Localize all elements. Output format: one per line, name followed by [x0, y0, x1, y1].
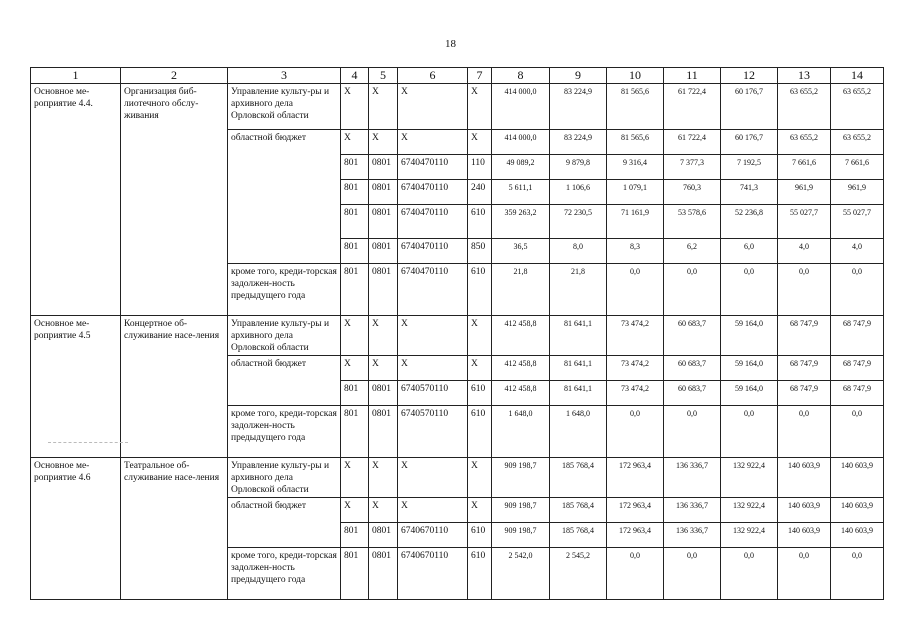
code-gr: X: [341, 316, 369, 356]
code-target: 6740470110: [398, 180, 468, 205]
value-cell: 140 603,9: [778, 523, 831, 548]
code-target: X: [398, 498, 468, 523]
code-section: 0801: [369, 205, 398, 239]
page-number: 18: [445, 38, 456, 50]
value-cell: 0,0: [607, 406, 664, 458]
value-cell: 136 336,7: [664, 523, 721, 548]
code-gr: 801: [341, 205, 369, 239]
value-cell: 36,5: [492, 239, 550, 264]
value-cell: 4,0: [831, 239, 884, 264]
value-cell: 414 000,0: [492, 130, 550, 155]
value-cell: 909 198,7: [492, 498, 550, 523]
table-row: [31, 458, 884, 498]
col-header: 12: [721, 68, 778, 84]
value-cell: 8,3: [607, 239, 664, 264]
value-cell: 68 747,9: [778, 356, 831, 381]
value-cell: 60 683,7: [664, 316, 721, 356]
value-cell: 81 641,1: [550, 381, 607, 406]
value-cell: 68 747,9: [831, 381, 884, 406]
value-cell: 0,0: [664, 264, 721, 316]
code-section: X: [369, 498, 398, 523]
value-cell: 132 922,4: [721, 498, 778, 523]
code-type: 850: [468, 239, 492, 264]
col-header: 9: [550, 68, 607, 84]
scan-artifact-line: [48, 442, 128, 444]
value-cell: 52 236,8: [721, 205, 778, 239]
value-cell: 6,0: [721, 239, 778, 264]
value-cell: 0,0: [664, 406, 721, 458]
value-cell: 72 230,5: [550, 205, 607, 239]
value-cell: 7 661,6: [831, 155, 884, 180]
code-gr: 801: [341, 406, 369, 458]
value-cell: 55 027,7: [831, 205, 884, 239]
code-type: X: [468, 458, 492, 498]
code-type: 610: [468, 406, 492, 458]
value-cell: 909 198,7: [492, 458, 550, 498]
value-cell: 961,9: [831, 180, 884, 205]
value-cell: 63 655,2: [778, 130, 831, 155]
code-target: 6740670110: [398, 548, 468, 600]
col-header: 11: [664, 68, 721, 84]
value-cell: 1 648,0: [492, 406, 550, 458]
value-cell: 961,9: [778, 180, 831, 205]
value-cell: 172 963,4: [607, 523, 664, 548]
value-cell: 7 377,3: [664, 155, 721, 180]
value-cell: 0,0: [778, 406, 831, 458]
col-header: 10: [607, 68, 664, 84]
value-cell: 9 879,8: [550, 155, 607, 180]
value-cell: 0,0: [831, 548, 884, 600]
code-gr: 801: [341, 180, 369, 205]
value-cell: 412 458,8: [492, 316, 550, 356]
code-target: X: [398, 356, 468, 381]
value-cell: 9 316,4: [607, 155, 664, 180]
value-cell: 0,0: [607, 548, 664, 600]
code-target: 6740570110: [398, 381, 468, 406]
value-cell: 132 922,4: [721, 458, 778, 498]
value-cell: 760,3: [664, 180, 721, 205]
code-type: X: [468, 130, 492, 155]
code-target: 6740670110: [398, 523, 468, 548]
measure-org: Концертное об-служивание насе-ления: [121, 316, 228, 458]
code-type: X: [468, 84, 492, 130]
code-gr: 801: [341, 381, 369, 406]
col-header: 14: [831, 68, 884, 84]
value-cell: 4,0: [778, 239, 831, 264]
table-row: [31, 84, 884, 130]
value-cell: 21,8: [550, 264, 607, 316]
value-cell: 8,0: [550, 239, 607, 264]
code-gr: 801: [341, 239, 369, 264]
value-cell: 140 603,9: [778, 498, 831, 523]
code-section: X: [369, 316, 398, 356]
value-cell: 83 224,9: [550, 84, 607, 130]
value-cell: 1 079,1: [607, 180, 664, 205]
value-cell: 83 224,9: [550, 130, 607, 155]
header-row: [31, 68, 884, 84]
code-target: 6740470110: [398, 264, 468, 316]
code-section: 0801: [369, 523, 398, 548]
value-cell: 185 768,4: [550, 523, 607, 548]
value-cell: 414 000,0: [492, 84, 550, 130]
code-section: 0801: [369, 406, 398, 458]
code-gr: X: [341, 84, 369, 130]
value-cell: 909 198,7: [492, 523, 550, 548]
row-label: кроме того, креди-торская задолжен-ность предыдущего года: [228, 406, 341, 458]
value-cell: 73 474,2: [607, 381, 664, 406]
code-type: 610: [468, 205, 492, 239]
col-header: 8: [492, 68, 550, 84]
value-cell: 81 641,1: [550, 316, 607, 356]
value-cell: 0,0: [721, 406, 778, 458]
value-cell: 81 641,1: [550, 356, 607, 381]
code-target: 6740470110: [398, 205, 468, 239]
code-section: 0801: [369, 239, 398, 264]
col-header: 3: [228, 68, 341, 84]
budget-table: [30, 67, 884, 600]
code-section: X: [369, 458, 398, 498]
col-header: 5: [369, 68, 398, 84]
value-cell: 73 474,2: [607, 316, 664, 356]
code-type: X: [468, 316, 492, 356]
value-cell: 59 164,0: [721, 316, 778, 356]
value-cell: 6,2: [664, 239, 721, 264]
code-section: 0801: [369, 548, 398, 600]
code-target: 6740470110: [398, 239, 468, 264]
value-cell: 0,0: [721, 548, 778, 600]
value-cell: 68 747,9: [831, 356, 884, 381]
value-cell: 136 336,7: [664, 458, 721, 498]
table-body: [31, 68, 884, 600]
code-section: 0801: [369, 264, 398, 316]
code-section: X: [369, 356, 398, 381]
value-cell: 2 545,2: [550, 548, 607, 600]
value-cell: 140 603,9: [831, 458, 884, 498]
code-type: X: [468, 498, 492, 523]
value-cell: 61 722,4: [664, 84, 721, 130]
value-cell: 7 192,5: [721, 155, 778, 180]
code-type: 110: [468, 155, 492, 180]
col-header: 6: [398, 68, 468, 84]
value-cell: 55 027,7: [778, 205, 831, 239]
value-cell: 1 648,0: [550, 406, 607, 458]
code-type: X: [468, 356, 492, 381]
row-label: областной бюджет: [228, 498, 341, 548]
value-cell: 60 176,7: [721, 84, 778, 130]
value-cell: 81 565,6: [607, 84, 664, 130]
row-label: Управление культу-ры и архивного дела Орловской области: [228, 458, 341, 498]
code-type: 610: [468, 381, 492, 406]
value-cell: 53 578,6: [664, 205, 721, 239]
value-cell: 140 603,9: [831, 523, 884, 548]
value-cell: 0,0: [831, 406, 884, 458]
value-cell: 73 474,2: [607, 356, 664, 381]
row-label: Управление культу-ры и архивного дела Орловской области: [228, 316, 341, 356]
value-cell: 412 458,8: [492, 356, 550, 381]
value-cell: 741,3: [721, 180, 778, 205]
value-cell: 63 655,2: [831, 130, 884, 155]
col-header: 1: [31, 68, 121, 84]
code-section: 0801: [369, 155, 398, 180]
value-cell: 68 747,9: [778, 316, 831, 356]
code-section: X: [369, 84, 398, 130]
code-target: X: [398, 130, 468, 155]
value-cell: 63 655,2: [778, 84, 831, 130]
value-cell: 172 963,4: [607, 498, 664, 523]
row-label: областной бюджет: [228, 356, 341, 406]
row-label: областной бюджет: [228, 130, 341, 264]
value-cell: 0,0: [664, 548, 721, 600]
code-type: 610: [468, 548, 492, 600]
code-target: 6740570110: [398, 406, 468, 458]
col-header: 2: [121, 68, 228, 84]
code-type: 610: [468, 523, 492, 548]
row-label: кроме того, креди-торская задолжен-ность предыдущего года: [228, 548, 341, 600]
value-cell: 21,8: [492, 264, 550, 316]
code-target: 6740470110: [398, 155, 468, 180]
value-cell: 0,0: [778, 264, 831, 316]
value-cell: 63 655,2: [831, 84, 884, 130]
code-target: X: [398, 458, 468, 498]
value-cell: 81 565,6: [607, 130, 664, 155]
code-gr: X: [341, 130, 369, 155]
value-cell: 359 263,2: [492, 205, 550, 239]
value-cell: 136 336,7: [664, 498, 721, 523]
code-target: X: [398, 316, 468, 356]
code-gr: X: [341, 498, 369, 523]
code-section: 0801: [369, 381, 398, 406]
col-header: 13: [778, 68, 831, 84]
code-gr: X: [341, 458, 369, 498]
code-type: 610: [468, 264, 492, 316]
value-cell: 5 611,1: [492, 180, 550, 205]
measure-name: Основное ме-роприятие 4.5: [31, 316, 121, 458]
measure-org: Театральное об-служивание насе-ления: [121, 458, 228, 600]
code-gr: 801: [341, 548, 369, 600]
value-cell: 60 683,7: [664, 356, 721, 381]
value-cell: 0,0: [778, 548, 831, 600]
value-cell: 71 161,9: [607, 205, 664, 239]
value-cell: 68 747,9: [778, 381, 831, 406]
code-type: 240: [468, 180, 492, 205]
measure-name: Основное ме-роприятие 4.6: [31, 458, 121, 600]
code-section: X: [369, 130, 398, 155]
value-cell: 132 922,4: [721, 523, 778, 548]
code-gr: 801: [341, 155, 369, 180]
value-cell: 60 683,7: [664, 381, 721, 406]
col-header: 7: [468, 68, 492, 84]
measure-org: Организация биб-лиотечного обслу-живания: [121, 84, 228, 316]
row-label: Управление культу-ры и архивного дела Орловской области: [228, 84, 341, 130]
value-cell: 185 768,4: [550, 498, 607, 523]
value-cell: 59 164,0: [721, 356, 778, 381]
value-cell: 140 603,9: [831, 498, 884, 523]
value-cell: 2 542,0: [492, 548, 550, 600]
value-cell: 185 768,4: [550, 458, 607, 498]
value-cell: 68 747,9: [831, 316, 884, 356]
code-section: 0801: [369, 180, 398, 205]
value-cell: 59 164,0: [721, 381, 778, 406]
row-label: кроме того, креди-торская задолжен-ность предыдущего года: [228, 264, 341, 316]
code-gr: 801: [341, 264, 369, 316]
value-cell: 0,0: [721, 264, 778, 316]
code-target: X: [398, 84, 468, 130]
value-cell: 0,0: [831, 264, 884, 316]
value-cell: 1 106,6: [550, 180, 607, 205]
value-cell: 140 603,9: [778, 458, 831, 498]
table-row: [31, 316, 884, 356]
value-cell: 172 963,4: [607, 458, 664, 498]
value-cell: 7 661,6: [778, 155, 831, 180]
value-cell: 412 458,8: [492, 381, 550, 406]
col-header: 4: [341, 68, 369, 84]
value-cell: 61 722,4: [664, 130, 721, 155]
code-gr: 801: [341, 523, 369, 548]
measure-name: Основное ме-роприятие 4.4.: [31, 84, 121, 316]
value-cell: 0,0: [607, 264, 664, 316]
value-cell: 49 089,2: [492, 155, 550, 180]
value-cell: 60 176,7: [721, 130, 778, 155]
code-gr: X: [341, 356, 369, 381]
